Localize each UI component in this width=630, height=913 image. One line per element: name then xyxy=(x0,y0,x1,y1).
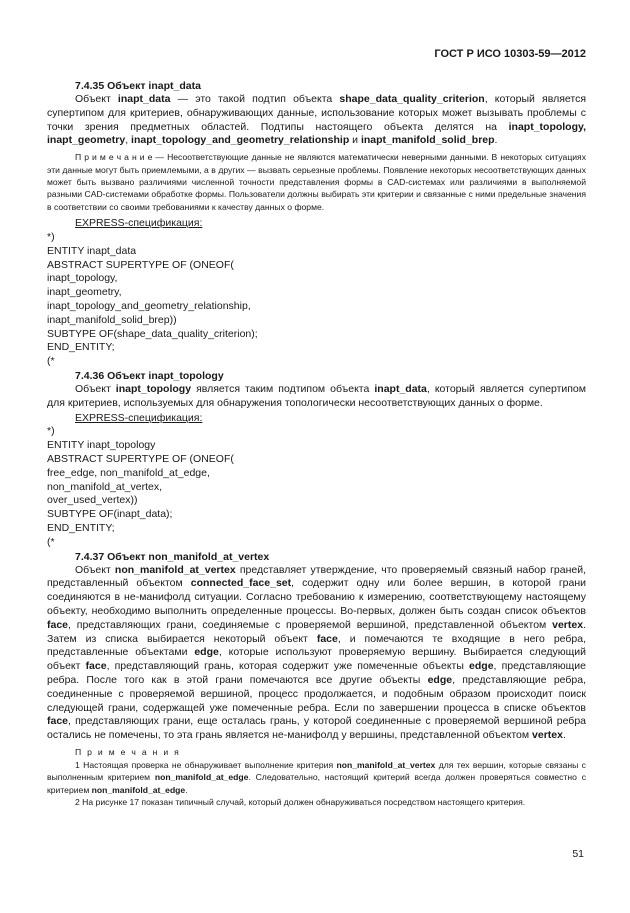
paragraph-inapt-data: Объект inapt_data — это такой подтип объекта shape_data_quality_criterion, который является супертипом для критериев, обнаруживающих данные, использование которых может вызывать проблемы с точки зрения предметных областей. Подтипы настоящего объекта делятся на inapt_topology, inapt_geometry, inapt_topology_and_geometry_relationship и inapt_manifold_solid_brep. xyxy=(47,93,586,147)
express-code-inapt-topology: *) ENTITY inapt_topology ABSTRACT SUPERTYPE OF (ONEOF( free_edge, non_manifold_at_edge, non_manifold_at_vertex, over_used_vertex)) SUBTYPE OF(inapt_data); END_ENTITY; (* xyxy=(47,425,234,548)
section-heading-non-manifold-at-vertex: 7.4.37 Объект non_manifold_at_vertex xyxy=(75,550,270,563)
express-code-inapt-data: *) ENTITY inapt_data ABSTRACT SUPERTYPE OF (ONEOF( inapt_topology, inapt_geometry, inapt_topology_and_geometry_relationship, inapt_manifold_solid_brep)) SUBTYPE OF(shape_data_quality_criterion); END_ENTITY; (* xyxy=(47,231,258,368)
express-label: EXPRESS-спецификация: xyxy=(75,411,203,424)
express-label: EXPRESS-спецификация: xyxy=(75,217,203,230)
note-2: 2 На рисунке 17 показан типичный случай, который должен обнаруживаться посредством настоящего критерия. xyxy=(75,797,526,808)
note-1: 1 Настоящая проверка не обнаруживает выполнение критерия non_manifold_at_vertex для тех вершин, которые связаны с выполненным критерием non_manifold_at_edge. Следовательно, настоящий критерий всегда должен проверяться совместно с критерием non_manifold_at_edge. xyxy=(47,759,586,795)
paragraph-inapt-topology: Объект inapt_topology является таким подтипом объекта inapt_data, который является супертипом для критериев, используемых для обнаружения топологически несоответствующих данных о форме. xyxy=(47,382,586,409)
section-heading-inapt-data: 7.4.35 Объект inapt_data xyxy=(75,80,201,92)
notes-title: П р и м е ч а н и я xyxy=(75,746,181,757)
paragraph-non-manifold-at-vertex: Объект non_manifold_at_vertex представляет утверждение, что проверяемый связный набор граней, представленный объектом connected_face_set, содержит одну или более вершин, в которой грани соединяются в не-манифолд ситуации. Согласно требованию к измерению, соответствующему настоящему объекту, необходимо выполнить определенные процессы. Во-первых, должен быть создан список объектов face, представляющих грани, соединяемые с проверяемой вершиной, представленной объектом vertex. Затем из списка выбирается некоторый объект face, и помечаются те входящие в него ребра, представленные объектами edge, которые используют проверяемую вершину. Выбирается следующий объект face, представляющий грань, которая содержит уже помеченные объекты edge, представляющие ребра. После того как в этой грани помечаются все другие объекты edge, представляющие ребра, соединенные с проверяемой вершиной, процесс продолжается, и подобным образом происходит поиск следующей грани, содержащей уже помеченные ребра. Если по завершении процесса в списке объектов face, представляющих грани, еще осталась грань, у которой соединенные с проверяемой вершиной ребра остались не помечены, то эта грань является не-манифолд у вершины, представленной объектом vertex. xyxy=(47,563,586,742)
section-heading-inapt-topology: 7.4.36 Объект inapt_topology xyxy=(75,369,224,382)
note-inapt-data: П р и м е ч а н и е — Несоответствующие данные не являются математически неверными данными. В некоторых ситуациях эти данные могут быть приемлемыми, а в других — вызвать серьезные проблемы. Появление некоторых несоответствующих данных может быть вызвано различиями численной точности представления формы в CAD-системах или различиями в выполняемой разными CAD-системами обработке формы. Пользователи должны выбирать эти критерии и связанные с ними предельные значения в соответствии со своими требованиями к качеству данных о форме. xyxy=(47,152,586,212)
standard-header: ГОСТ Р ИСО 10303-59—2012 xyxy=(434,48,586,60)
page-number: 51 xyxy=(572,848,584,860)
page-body xyxy=(47,79,586,809)
